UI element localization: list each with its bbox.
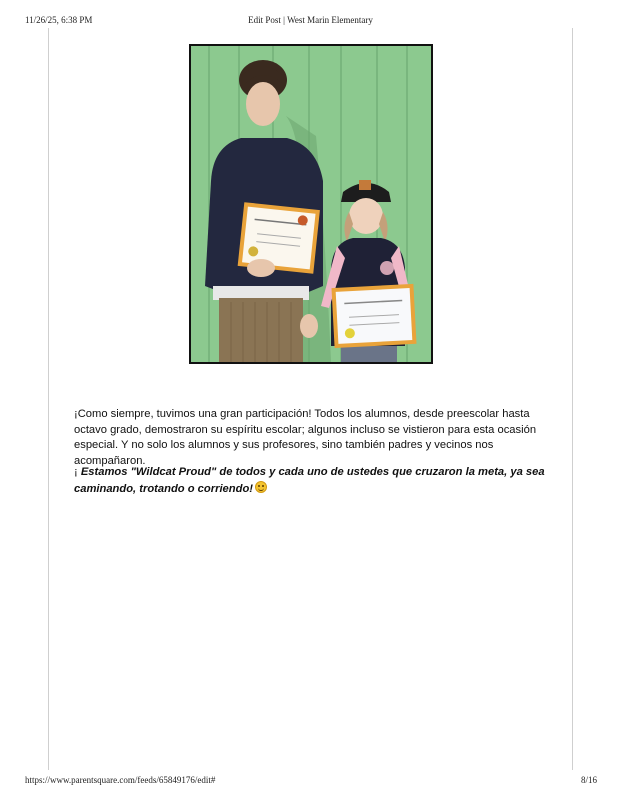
post-photo [189, 44, 433, 364]
print-datetime: 11/26/25, 6:38 PM [25, 15, 93, 25]
smiling-face-icon [255, 481, 267, 493]
wildcat-proud-text: Estamos "Wildcat Proud" de todos y cada uno de ustedes que cruzaron la meta, ya sea caminando, trotando o corriendo! [74, 466, 545, 495]
post-paragraph-2 [74, 465, 554, 497]
page-title: Edit Post | West Marin Elementary [248, 15, 373, 25]
left-margin-line [48, 28, 49, 770]
post-paragraph-1: ¡Como siempre, tuvimos una gran participación! Todos los alumnos, desde preescolar hasta octavo grado, demostraron su espíritu escolar; algunos incluso se vistieron para esta ocasión especial. Y no solo los alumnos y sus profesores, sino también padres y vecinos nos acompañaron. [74, 408, 537, 467]
students-certificates-image [191, 46, 431, 362]
page-url: https://www.parentsquare.com/feeds/65849176/edit# [25, 775, 216, 785]
paragraph-2-prefix: ¡ [74, 466, 81, 479]
page-number: 8/16 [580, 775, 597, 785]
right-margin-line [572, 28, 573, 770]
